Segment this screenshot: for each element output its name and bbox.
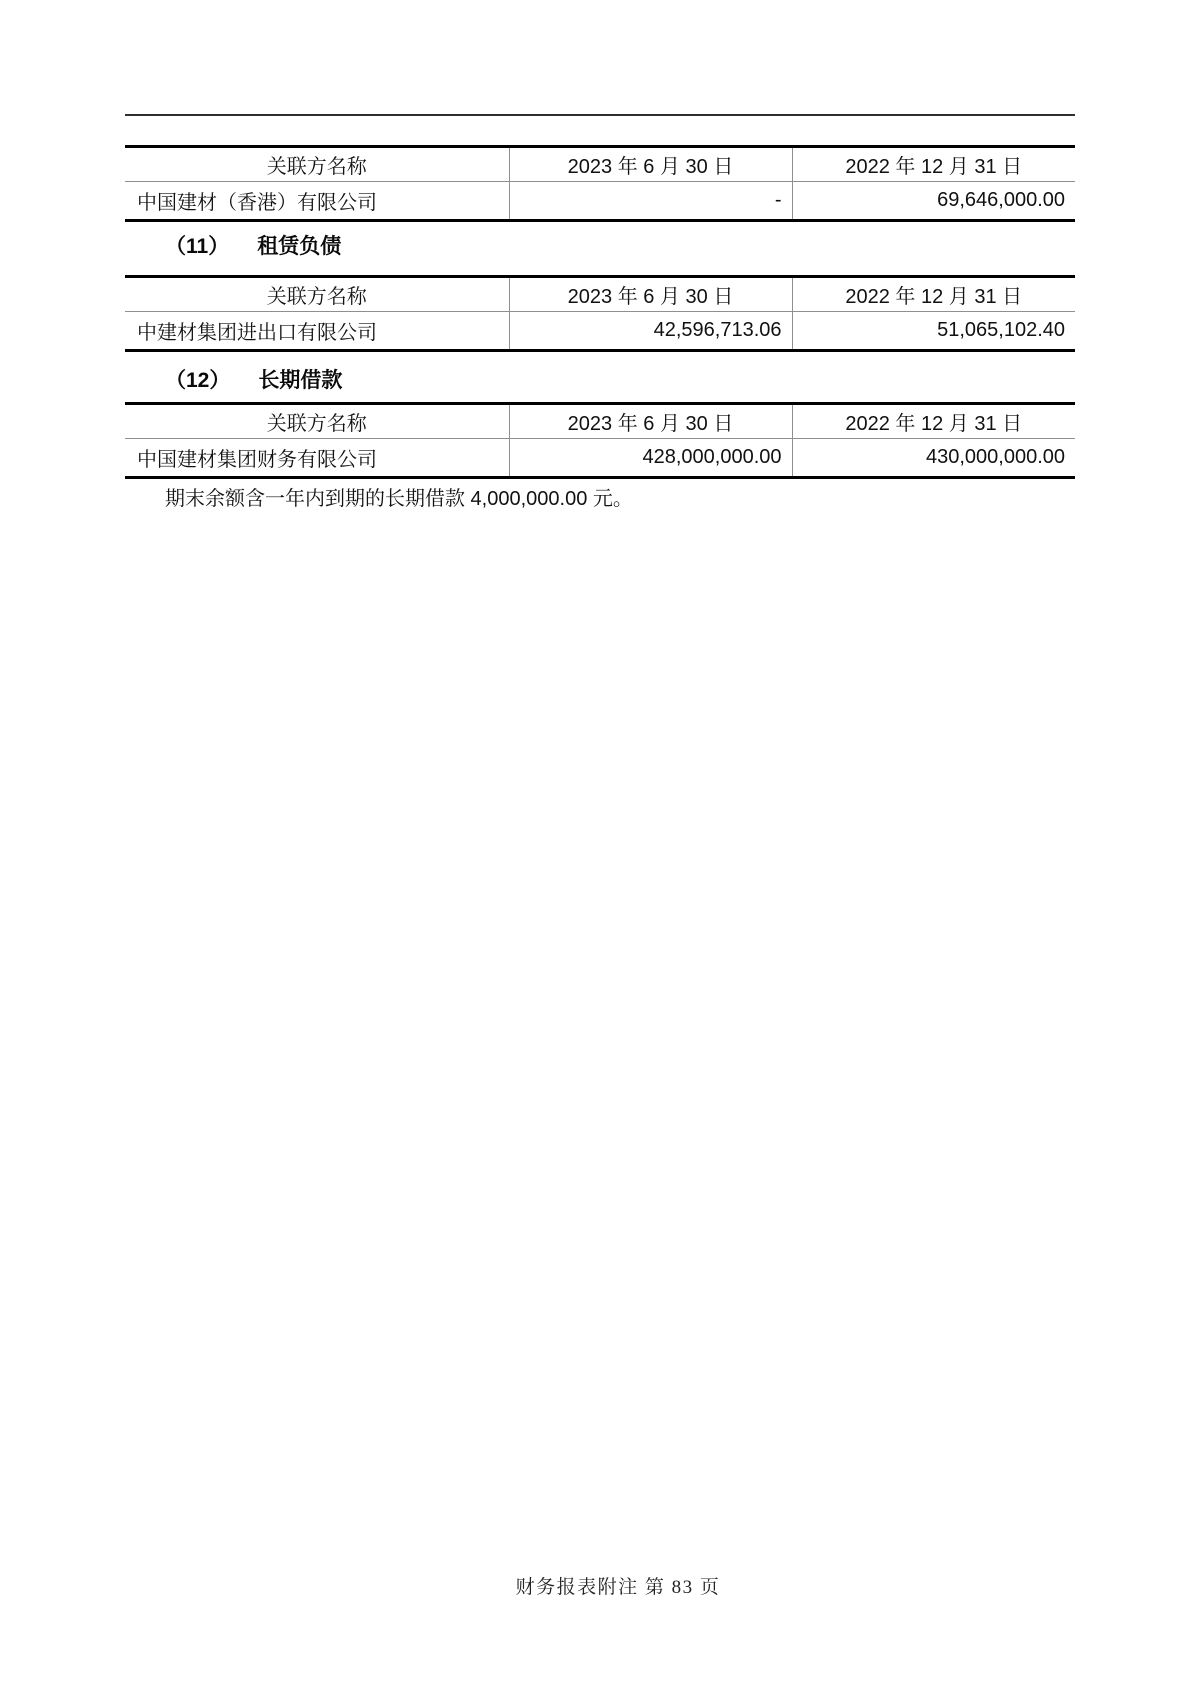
cell-party-name: 中国建材（香港）有限公司 [137,192,377,214]
section-title: 租赁负债 [257,235,342,258]
section-number: （12） [165,369,231,392]
section-number: （11） [165,235,230,258]
cell-party-name: 中建材集团进出口有限公司 [137,322,377,344]
column-header-party-name: 关联方名称 [125,147,509,182]
column-header-2022-12-31: 2022 年 12 月 31 日 [792,404,1075,439]
column-header-2023-06-30: 2023 年 6 月 30 日 [509,404,792,439]
cell-2023-value: 42,596,713.06 [509,312,792,351]
related-party-prior-table [125,145,1075,222]
column-header-2022-12-31: 2022 年 12 月 31 日 [792,277,1075,312]
cell-party-name: 中国建材集团财务有限公司 [137,449,377,471]
note-text: 期末余额含一年内到期的长期借款 4,000,000.00 元。 [165,488,633,510]
column-header-2023-06-30: 2023 年 6 月 30 日 [509,277,792,312]
table-row [125,312,1075,351]
column-header-party-name: 关联方名称 [125,404,509,439]
cell-2022-value: 430,000,000.00 [792,439,1075,478]
long-term-loans-table [125,402,1075,479]
cell-2022-value: 51,065,102.40 [792,312,1075,351]
page-content [125,0,1075,512]
table-row [125,182,1075,221]
page-footer [0,1572,1200,1599]
table-header-row [125,404,1075,439]
page-footer-text: 财务报表附注 第 83 页 [515,1577,721,1598]
table-header-row [125,147,1075,182]
column-header-2022-12-31: 2022 年 12 月 31 日 [792,147,1075,182]
section-heading-12 [125,369,1075,393]
column-header-party-name: 关联方名称 [125,277,509,312]
cell-2023-value: 428,000,000.00 [509,439,792,478]
section-title: 长期借款 [258,369,343,392]
column-header-2023-06-30: 2023 年 6 月 30 日 [509,147,792,182]
header-rule [125,114,1075,116]
cell-2023-value: - [509,182,792,221]
section-heading-11 [125,235,1075,259]
table-header-row [125,277,1075,312]
cell-2022-value: 69,646,000.00 [792,182,1075,221]
lease-liabilities-table [125,275,1075,352]
table-row [125,439,1075,478]
